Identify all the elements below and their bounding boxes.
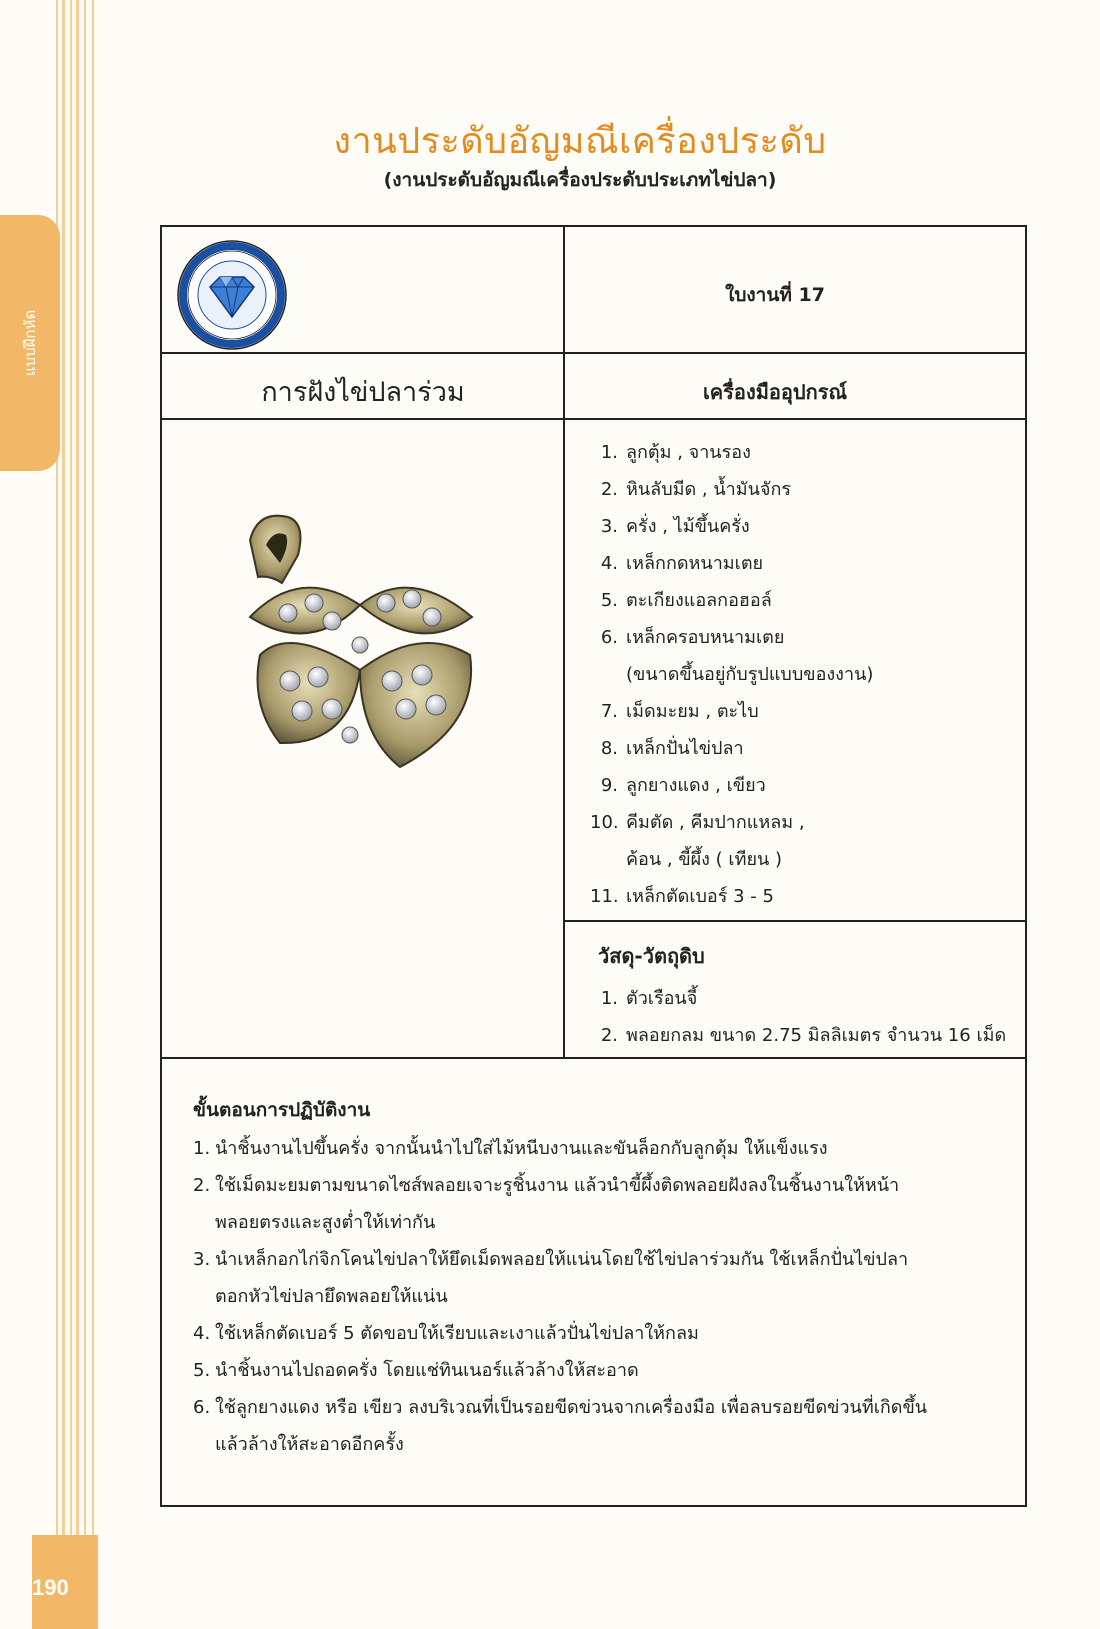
tool-item-number: 10. bbox=[590, 812, 619, 833]
page-title: งานประดับอัญมณีเครื่องประดับ bbox=[333, 121, 827, 162]
procedure-step-number: 2. bbox=[193, 1175, 211, 1196]
procedure-step-text: ตอกหัวไข่ปลายึดพลอยให้แน่น bbox=[215, 1286, 448, 1307]
table-divider-materials bbox=[563, 920, 1027, 922]
materials-heading: วัสดุ-วัตถุดิบ bbox=[598, 944, 705, 968]
tool-item-text: เหล็กตัดเบอร์ 3 - 5 bbox=[626, 886, 774, 907]
table-divider-procedure bbox=[160, 1057, 1027, 1059]
tool-item-continuation bbox=[590, 656, 873, 693]
material-item bbox=[590, 980, 1006, 1017]
procedure-step-text: นำชิ้นงานไปถอดครั่ง โดยแช่ทินเนอร์แล้วล้างให้สะอาด bbox=[215, 1360, 639, 1381]
table-divider-vertical bbox=[563, 225, 565, 1058]
procedure-step-text: นำชิ้นงานไปขึ้นครั่ง จากนั้นนำไปใส่ไม้หนีบงานและขันล็อกกับลูกตุ้ม ให้แข็งแรง bbox=[215, 1138, 828, 1159]
tool-item-number: 6. bbox=[600, 627, 618, 648]
tool-item-number: 8. bbox=[600, 738, 618, 759]
tool-item bbox=[590, 582, 873, 619]
tool-item-continuation bbox=[590, 841, 873, 878]
material-item-text: ตัวเรือนจี้ bbox=[626, 988, 698, 1009]
task-title: การฝังไข่ปลาร่วม bbox=[261, 377, 465, 408]
tool-item-text: ค้อน , ขี้ผึ้ง ( เทียน ) bbox=[626, 849, 783, 870]
tool-item-number: 2. bbox=[600, 479, 618, 500]
tool-item bbox=[590, 434, 873, 471]
page-subtitle: (งานประดับอัญมณีเครื่องประดับประเภทไข่ปลา) bbox=[383, 169, 777, 191]
tool-item-number: 1. bbox=[600, 442, 618, 463]
tool-item-text: ลูกยางแดง , เขียว bbox=[626, 775, 766, 796]
tool-item-text: คีมตัด , คีมปากแหลม , bbox=[626, 812, 805, 833]
procedure-heading: ขั้นตอนการปฏิบัติงาน bbox=[193, 1099, 371, 1121]
material-item-number: 2. bbox=[600, 1025, 618, 1046]
tool-item-text: เหล็กปั่นไข่ปลา bbox=[626, 738, 744, 759]
side-tab bbox=[0, 215, 60, 471]
side-tab-label: แบบฝึกหัด bbox=[21, 309, 39, 377]
tool-item-number: 4. bbox=[600, 553, 618, 574]
tool-item-text: เม็ดมะยม , ตะไบ bbox=[626, 701, 759, 722]
tool-item-number: 11. bbox=[590, 886, 619, 907]
procedure-step-number: 4. bbox=[193, 1323, 211, 1344]
tool-item-text: ลูกตุ้ม , จานรอง bbox=[626, 442, 751, 463]
page-number: 190 bbox=[32, 1575, 69, 1600]
procedure-step bbox=[193, 1352, 927, 1389]
procedure-step-text: พลอยตรงและสูงต่ำให้เท่ากัน bbox=[215, 1212, 436, 1233]
tool-item bbox=[590, 545, 873, 582]
procedure-step-text: ใช้เม็ดมะยมตามขนาดไซส์พลอยเจาะรูชิ้นงาน แล้วนำขี้ผึ้งติดพลอยฝังลงในชิ้นงานให้หน้า bbox=[215, 1175, 900, 1196]
tool-item-text: เหล็กกดหนามเตย bbox=[626, 553, 764, 574]
procedure-step-text: นำเหล็กอกไก่จิกโคนไข่ปลาให้ยึดเม็ดพลอยให้แน่นโดยใช้ไข่ปลาร่วมกัน ใช้เหล็กปั่นไข่ปลา bbox=[215, 1249, 909, 1270]
material-item-text: พลอยกลม ขนาด 2.75 มิลลิเมตร จำนวน 16 เม็ด bbox=[626, 1025, 1007, 1046]
tool-item bbox=[590, 804, 873, 841]
tool-item bbox=[590, 619, 873, 656]
procedure-steps bbox=[193, 1130, 927, 1463]
diamond-seal-icon bbox=[176, 239, 288, 351]
materials-list bbox=[590, 980, 1006, 1054]
tool-item-text: ครั่ง , ไม้ขึ้นครั่ง bbox=[626, 516, 750, 537]
tool-item-text: (ขนาดขึ้นอยู่กับรูปแบบของงาน) bbox=[626, 664, 874, 685]
worksheet-number: ใบงานที่ 17 bbox=[725, 284, 825, 306]
tool-item-number: 9. bbox=[600, 775, 618, 796]
tool-item bbox=[590, 471, 873, 508]
table-divider-row1 bbox=[160, 352, 1027, 354]
tool-item-number: 5. bbox=[600, 590, 618, 611]
procedure-step-text: แล้วล้างให้สะอาดอีกครั้ง bbox=[215, 1434, 404, 1455]
procedure-step-number: 3. bbox=[193, 1249, 211, 1270]
tool-item-text: เหล็กครอบหนามเตย bbox=[626, 627, 785, 648]
table-divider-row2 bbox=[160, 418, 1027, 420]
tool-item bbox=[590, 767, 873, 804]
procedure-step-text: ใช้ลูกยางแดง หรือ เขียว ลงบริเวณที่เป็นรอยขีดข่วนจากเครื่องมือ เพื่อลบรอยขีดข่วนที่เกิดขึ้น bbox=[215, 1397, 928, 1418]
procedure-step-text: ใช้เหล็กตัดเบอร์ 5 ตัดขอบให้เรียบและเงาแล้วปั่นไข่ปลาให้กลม bbox=[215, 1323, 699, 1344]
procedure-step bbox=[193, 1315, 927, 1352]
procedure-step bbox=[193, 1167, 927, 1241]
tool-item-number: 3. bbox=[600, 516, 618, 537]
procedure-step-number: 1. bbox=[193, 1138, 211, 1159]
material-item-number: 1. bbox=[600, 988, 618, 1009]
tools-list bbox=[590, 434, 873, 915]
procedure-step bbox=[193, 1241, 927, 1315]
tool-item-text: ตะเกียงแอลกอฮอล์ bbox=[626, 590, 772, 611]
tool-item bbox=[590, 508, 873, 545]
tool-item bbox=[590, 693, 873, 730]
material-item bbox=[590, 1017, 1006, 1054]
tools-heading: เครื่องมืออุปกรณ์ bbox=[702, 380, 848, 404]
tool-item-text: หินลับมีด , น้ำมันจักร bbox=[626, 479, 792, 500]
procedure-step-number: 6. bbox=[193, 1397, 211, 1418]
procedure-step bbox=[193, 1389, 927, 1463]
tool-item bbox=[590, 878, 873, 915]
procedure-step bbox=[193, 1130, 927, 1167]
tool-item-number: 7. bbox=[600, 701, 618, 722]
procedure-step-number: 5. bbox=[193, 1360, 211, 1381]
tool-item bbox=[590, 730, 873, 767]
pendant-photo bbox=[210, 505, 510, 815]
